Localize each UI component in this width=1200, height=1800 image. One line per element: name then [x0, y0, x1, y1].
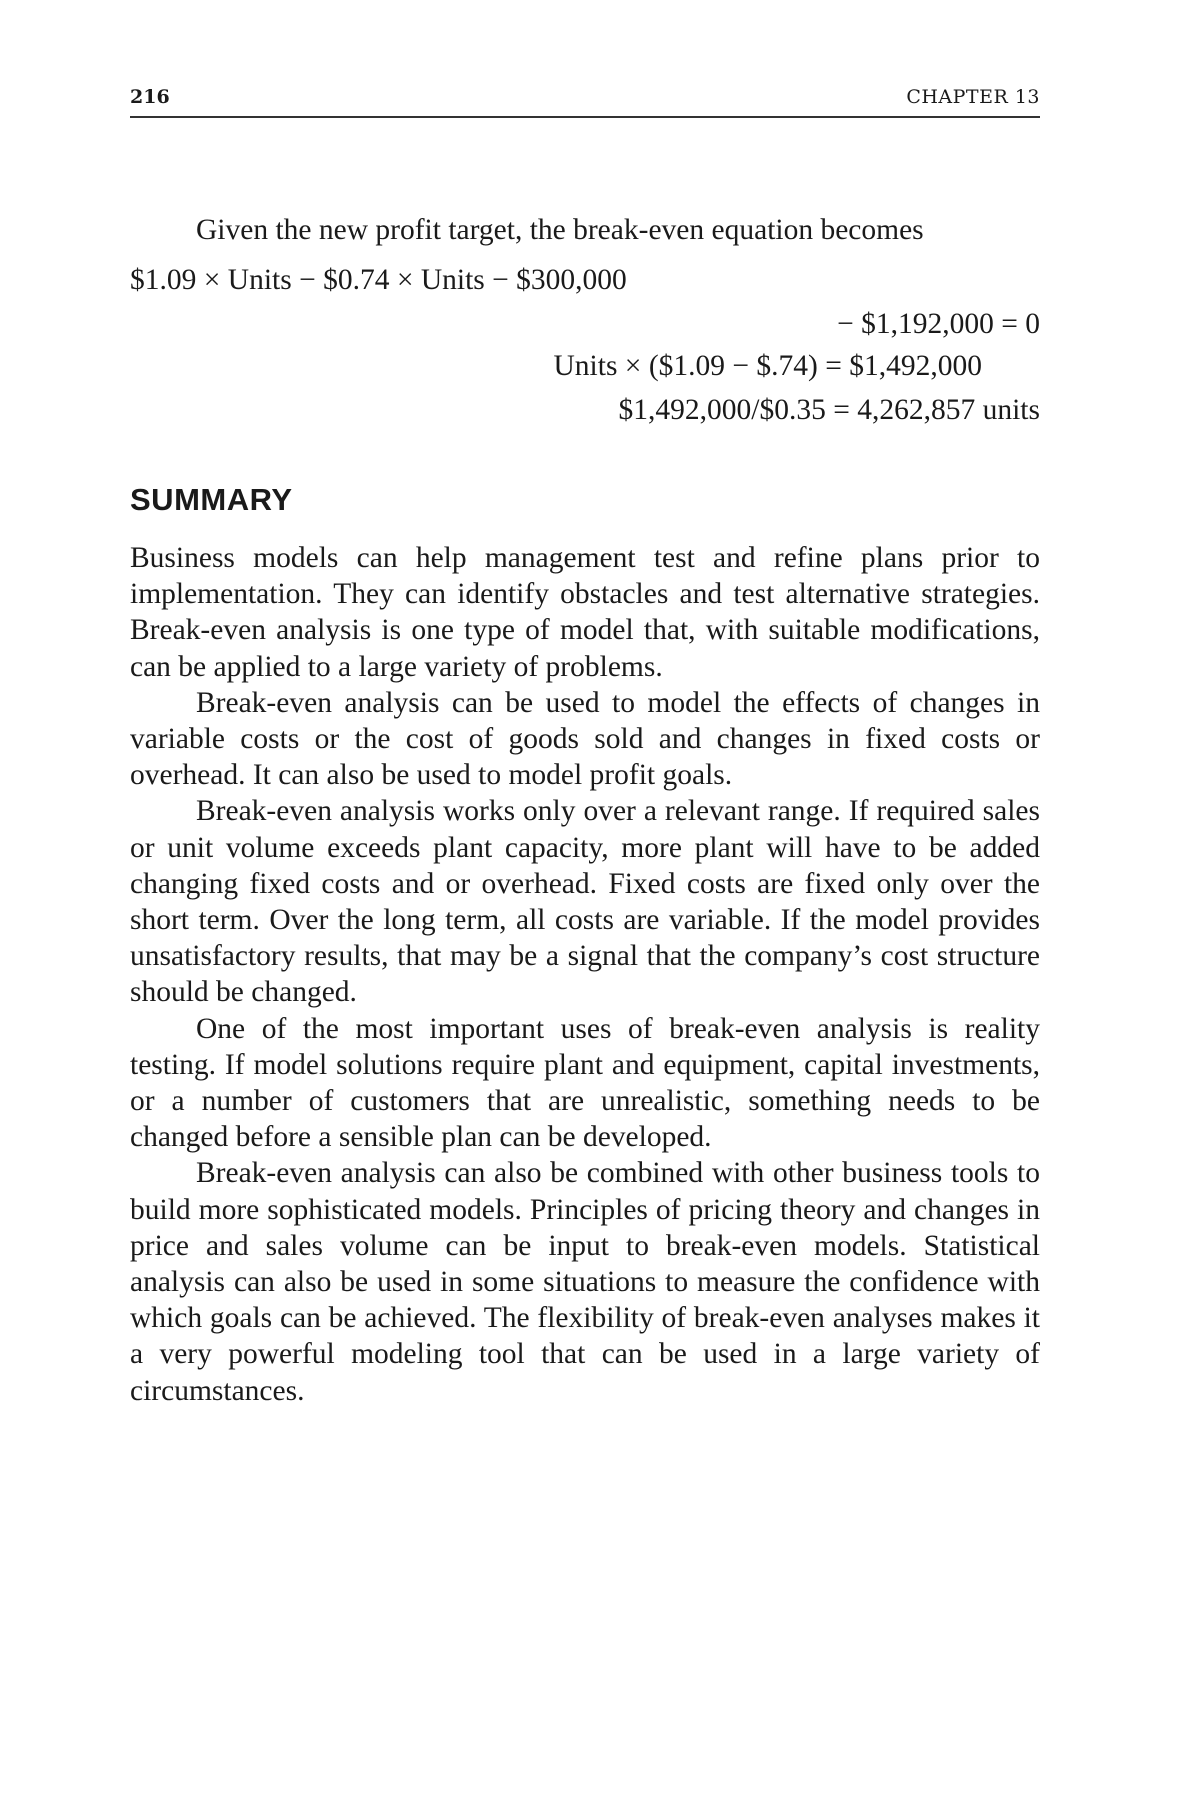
equation-line-2: − $1,192,000 = 0 [837, 308, 1040, 340]
intro-sentence: Given the new profit target, the break-even equation becomes [196, 214, 924, 246]
summary-heading: SUMMARY [130, 482, 293, 517]
summary-paragraph: One of the most important uses of break-even analysis is reality testing. If model solutions require plant and equipment, capital investments, or a number of customers that are unrealistic, something needs to be changed before a sensible plan can be developed. [130, 1012, 1040, 1154]
summary-paragraph: Break-even analysis can also be combined with other business tools to build more sophisticated models. Principles of pricing theory and changes in price and sales volume can be input to break-even models. Statistical analysis can also be used in some situations to measure the confidence with which goals can be achieved. The flexibility of break-even analyses makes it a very powerful modeling tool that can be used in a large variety of circumstances. [130, 1157, 1040, 1407]
equation-line-1: $1.09 × Units − $0.74 × Units − $300,000 [130, 264, 627, 296]
summary-paragraph: Break-even analysis works only over a relevant range. If required sales or unit volume exceeds plant capacity, more plant will have to be added changing fixed costs and or overhead. Fixed costs are fixed only over the short term. Over the long term, all costs are variable. If the model provides unsatisfactory results, that may be a signal that the company’s cost structure should be changed. [130, 795, 1040, 1009]
running-header [130, 86, 1040, 118]
summary-body [130, 540, 1040, 1409]
page-number: 216 [130, 86, 170, 108]
summary-paragraph: Business models can help management test and refine plans prior to implementation. They can identify obstacles and test alternative strategies. Break-even analysis is one type of model that, with suitable modifications, can be applied to a large variety of problems. [130, 542, 1040, 683]
equation-line-4: $1,492,000/$0.35 = 4,262,857 units [618, 394, 1040, 426]
equation-line-3: Units × ($1.09 − $.74) = $1,492,000 [553, 350, 982, 382]
chapter-label: CHAPTER 13 [906, 86, 1040, 108]
summary-paragraph: Break-even analysis can be used to model the effects of changes in variable costs or the cost of goods sold and changes in fixed costs or overhead. It can also be used to model profit goals. [130, 686, 1040, 792]
